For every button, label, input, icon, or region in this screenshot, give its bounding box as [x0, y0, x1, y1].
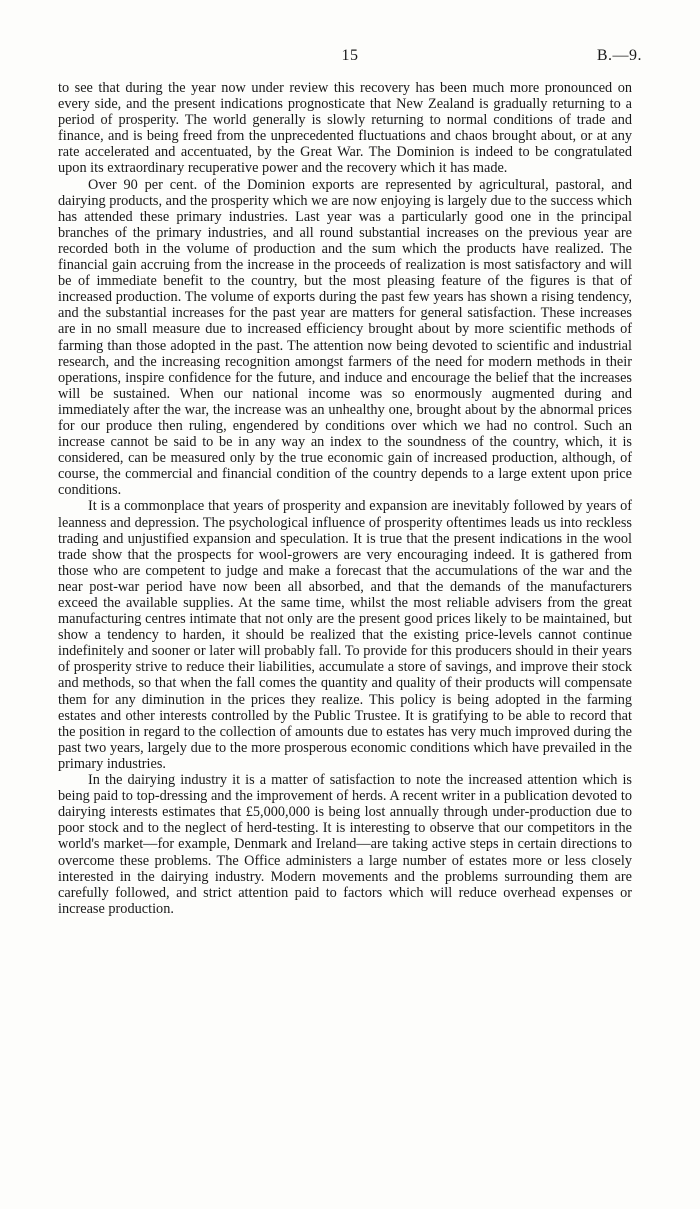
- page-number: 15: [341, 47, 359, 64]
- paragraph-prosperity: It is a commonplace that years of prosperity and expansion are inevitably followed by years of leanness and depression. The psychological influence of prosperity oftentimes leads us into reckless trading and unjustified expansion and speculation. It is true that the present indications in the wool trade show that the prospects for wool-growers are very encouraging indeed. It is gathered from those who are competent to judge and make a forecast that the accumulations of the war and the near post-war period have now been all absorbed, and that the demands of the manufacturers exceed the available supplies. At the same time, whilst the most reliable advisers from the great manufacturing centres intimate that not only are the present good prices likely to be maintained, but show a tendency to harden, it should be realized that the existing price-levels cannot continue indefinitely and sooner or later will probably fall. To provide for this producers should in their years of prosperity strive to reduce their liabilities, accumulate a store of savings, and improve their stock and methods, so that when the fall comes the quantity and quality of their products will compensate them for any diminution in the prices they realize. This policy is being adopted in the farming estates and other interests controlled by the Public Trustee. It is gratifying to be able to record that the position in regard to the collection of amounts due to estates has very much improved during the past two years, largely due to the more prosperous economic conditions which have prevailed in the primary industries.: [58, 498, 632, 772]
- paragraph-dairying: In the dairying industry it is a matter of satisfaction to note the increased attention which is being paid to top-dressing and the improvement of herds. A recent writer in a publication devoted to dairying interests estimates that £5,000,000 is being lost annually through under-production due to poor stock and to the neglect of herd-testing. It is interesting to observe that our competitors in the world's market—for example, Denmark and Ireland—are taking active steps in certain directions to overcome these problems. The Office administers a large number of estates more or less closely interested in the dairying industry. Modern movements and the problems surrounding them are carefully followed, and strict attention paid to factors which will reduce overhead expenses or increase production.: [58, 772, 632, 917]
- body-text: [58, 80, 632, 917]
- document-reference: B.—9.: [596, 47, 642, 64]
- paragraph-recovery: to see that during the year now under review this recovery has been much more pronounced on every side, and the present indications prognosticate that New Zealand is gradually returning to a period of prosperity. The world generally is slowly returning to normal conditions of trade and finance, and is being freed from the unprecedented fluctuations and chaos brought about, or at any rate accelerated and accentuated, by the Great War. The Dominion is indeed to be congratulated upon its extraordinary recuperative power and the recovery which it has made.: [58, 80, 632, 177]
- paragraph-exports: Over 90 per cent. of the Dominion exports are represented by agricultural, pastoral, and dairying products, and the prosperity which we are now enjoying is largely due to the success which has attended these primary industries. Last year was a particularly good one in the principal branches of the primary industries, and all round substantial increases on the previous year are recorded both in the volume of production and the sum which the products have realized. The financial gain accruing from the increase in the proceeds of realization is most satisfactory and will be of immediate benefit to the country, but the most pleasing feature of the figures is that of increased production. The volume of exports during the past few years has shown a rising tendency, and the substantial increases for the past year are matters for general satisfaction. These increases are in no small measure due to increased efficiency brought about by more scientific methods of farming than those adopted in the past. The attention now being devoted to scientific and industrial research, and the increasing recognition amongst farmers of the need for modern methods in their operations, inspire confidence for the future, and induce and encourage the belief that the increases will be sustained. When our national income was so enormously augmented during and immediately after the war, the increase was an unhealthy one, brought about by the abnormal prices for our produce then ruling, engendered by conditions over which we had no control. Such an increase cannot be said to be in any way an index to the soundness of the country, which, it is considered, can be measured only by the true economic gain of increased production, although, of course, the commercial and financial condition of the country depends to a large extent upon price conditions.: [58, 176, 632, 499]
